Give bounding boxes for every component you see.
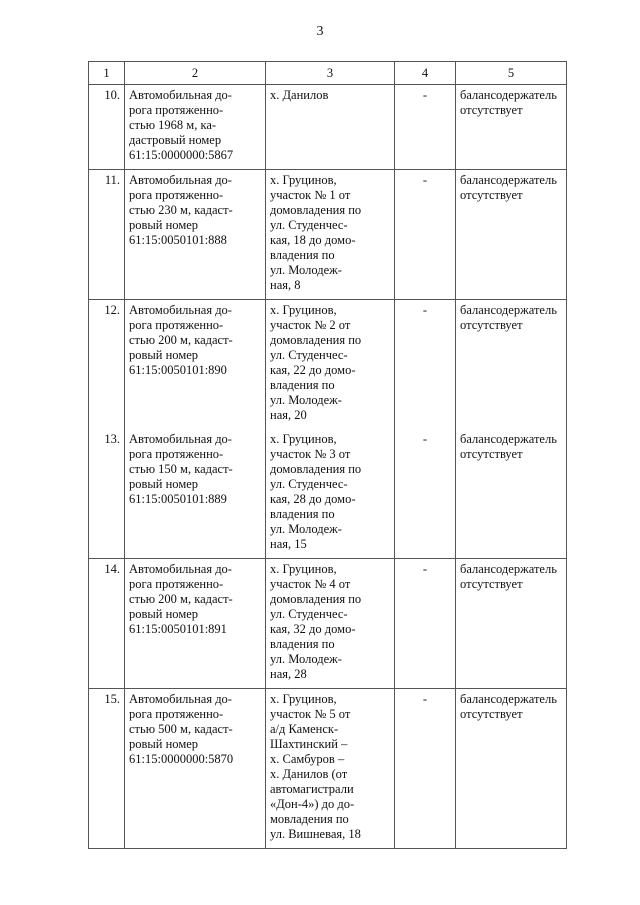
cell-line: 61:15:0050101:891	[129, 622, 227, 636]
cell-line: домовладения по	[270, 203, 362, 217]
column-4-value: -	[395, 300, 456, 430]
cell-line: Автомобильная до-	[129, 88, 232, 102]
column-4-value: -	[395, 429, 456, 559]
cell-line: ровый номер	[129, 218, 199, 232]
cell-line: Автомобильная до-	[129, 303, 232, 317]
cell-line: стью 200 м, кадаст-	[129, 333, 233, 347]
cell-line: Автомобильная до-	[129, 173, 232, 187]
cell-line: стью 1968 м, ка-	[129, 118, 217, 132]
cell-line: балансодержатель	[460, 173, 557, 187]
cell-line: владения по	[270, 507, 335, 521]
balance-holder	[456, 429, 567, 559]
cell-line: Автомобильная до-	[129, 692, 232, 706]
header-cell-5: 5	[456, 62, 567, 85]
cell-line: ровый номер	[129, 607, 199, 621]
cell-line: «Дон-4») до до-	[270, 797, 355, 811]
cell-line: кая, 18 до домо-	[270, 233, 356, 247]
location	[266, 170, 395, 300]
cell-line: кая, 32 до домо-	[270, 622, 356, 636]
cell-line: х. Груцинов,	[270, 692, 337, 706]
cell-line: а/д Каменск-	[270, 722, 339, 736]
page-number: 3	[316, 24, 324, 39]
cell-line: х. Самбуров –	[270, 752, 345, 766]
cell-line: домовладения по	[270, 333, 362, 347]
table-row	[89, 689, 567, 849]
cell-line: участок № 4 от	[270, 577, 351, 591]
object-description	[125, 559, 266, 689]
header-cell-1: 1	[89, 62, 125, 85]
row-number: 11.	[89, 170, 125, 300]
row-number: 12.	[89, 300, 125, 430]
cell-line: домовладения по	[270, 592, 362, 606]
location	[266, 85, 395, 170]
balance-holder	[456, 689, 567, 849]
cell-line: ровый номер	[129, 737, 199, 751]
cell-line: рога протяженно-	[129, 707, 224, 721]
row-number: 14.	[89, 559, 125, 689]
cell-line: х. Груцинов,	[270, 173, 337, 187]
cell-line: рога протяженно-	[129, 318, 224, 332]
cell-line: х. Данилов (от	[270, 767, 348, 781]
cell-line: ул. Молодеж-	[270, 263, 342, 277]
cell-line: участок № 1 от	[270, 188, 351, 202]
cell-line: Автомобильная до-	[129, 562, 232, 576]
cell-line: отсутствует	[460, 707, 523, 721]
cell-line: мовладения по	[270, 812, 349, 826]
object-description	[125, 85, 266, 170]
cell-line: участок № 3 от	[270, 447, 351, 461]
cell-line: ровый номер	[129, 348, 199, 362]
cell-line: ул. Студенчес-	[270, 477, 348, 491]
header-cell-2: 2	[125, 62, 266, 85]
cell-line: кая, 22 до домо-	[270, 363, 356, 377]
cell-line: Автомобильная до-	[129, 432, 232, 446]
cell-line: ул. Вишневая, 18	[270, 827, 361, 841]
cell-line: отсутствует	[460, 103, 523, 117]
table-row	[89, 170, 567, 300]
cell-line: Шахтинский –	[270, 737, 348, 751]
cell-line: ная, 8	[270, 278, 301, 292]
object-description	[125, 689, 266, 849]
cell-line: балансодержатель	[460, 692, 557, 706]
column-4-value: -	[395, 689, 456, 849]
header-cell-4: 4	[395, 62, 456, 85]
cell-line: 61:15:0050101:890	[129, 363, 227, 377]
cell-line: автомагистрали	[270, 782, 354, 796]
cell-line: стью 500 м, кадаст-	[129, 722, 233, 736]
cell-line: домовладения по	[270, 462, 362, 476]
cell-line: 61:15:0050101:888	[129, 233, 227, 247]
object-description	[125, 170, 266, 300]
cell-line: рога протяженно-	[129, 577, 224, 591]
cell-line: балансодержатель	[460, 562, 557, 576]
table-row	[89, 559, 567, 689]
cell-line: ная, 15	[270, 537, 307, 551]
cell-line: рога протяженно-	[129, 103, 224, 117]
balance-holder	[456, 85, 567, 170]
object-description	[125, 429, 266, 559]
row-number: 13.	[89, 429, 125, 559]
cell-line: стью 200 м, кадаст-	[129, 592, 233, 606]
cell-line: отсутствует	[460, 188, 523, 202]
column-4-value: -	[395, 170, 456, 300]
row-number: 10.	[89, 85, 125, 170]
register-table	[88, 61, 567, 849]
cell-line: ная, 28	[270, 667, 307, 681]
header-row	[89, 62, 567, 85]
cell-line: дастровый номер	[129, 133, 222, 147]
cell-line: отсутствует	[460, 318, 523, 332]
cell-line: рога протяженно-	[129, 188, 224, 202]
cell-line: отсутствует	[460, 447, 523, 461]
row-number: 15.	[89, 689, 125, 849]
cell-line: ул. Молодеж-	[270, 652, 342, 666]
cell-line: ул. Студенчес-	[270, 348, 348, 362]
cell-line: владения по	[270, 637, 335, 651]
location	[266, 559, 395, 689]
column-4-value: -	[395, 559, 456, 689]
cell-line: ровый номер	[129, 477, 199, 491]
cell-line: х. Груцинов,	[270, 432, 337, 446]
cell-line: х. Данилов	[270, 88, 329, 102]
cell-line: отсутствует	[460, 577, 523, 591]
cell-line: балансодержатель	[460, 303, 557, 317]
cell-line: владения по	[270, 378, 335, 392]
cell-line: участок № 2 от	[270, 318, 351, 332]
cell-line: рога протяженно-	[129, 447, 224, 461]
location	[266, 689, 395, 849]
cell-line: ул. Студенчес-	[270, 607, 348, 621]
location	[266, 429, 395, 559]
table-row	[89, 300, 567, 430]
header-cell-3: 3	[266, 62, 395, 85]
cell-line: ул. Молодеж-	[270, 522, 342, 536]
cell-line: 61:15:0000000:5870	[129, 752, 234, 766]
balance-holder	[456, 170, 567, 300]
balance-holder	[456, 300, 567, 430]
cell-line: стью 230 м, кадаст-	[129, 203, 233, 217]
cell-line: участок № 5 от	[270, 707, 351, 721]
cell-line: кая, 28 до домо-	[270, 492, 356, 506]
cell-line: балансодержатель	[460, 88, 557, 102]
cell-line: ная, 20	[270, 408, 307, 422]
cell-line: ул. Студенчес-	[270, 218, 348, 232]
table-row	[89, 429, 567, 559]
cell-line: х. Груцинов,	[270, 303, 337, 317]
cell-line: балансодержатель	[460, 432, 557, 446]
table-row	[89, 85, 567, 170]
cell-line: ул. Молодеж-	[270, 393, 342, 407]
cell-line: владения по	[270, 248, 335, 262]
location	[266, 300, 395, 430]
cell-line: х. Груцинов,	[270, 562, 337, 576]
object-description	[125, 300, 266, 430]
column-4-value: -	[395, 85, 456, 170]
cell-line: 61:15:0050101:889	[129, 492, 227, 506]
cell-line: 61:15:0000000:5867	[129, 148, 234, 162]
cell-line: стью 150 м, кадаст-	[129, 462, 233, 476]
balance-holder	[456, 559, 567, 689]
